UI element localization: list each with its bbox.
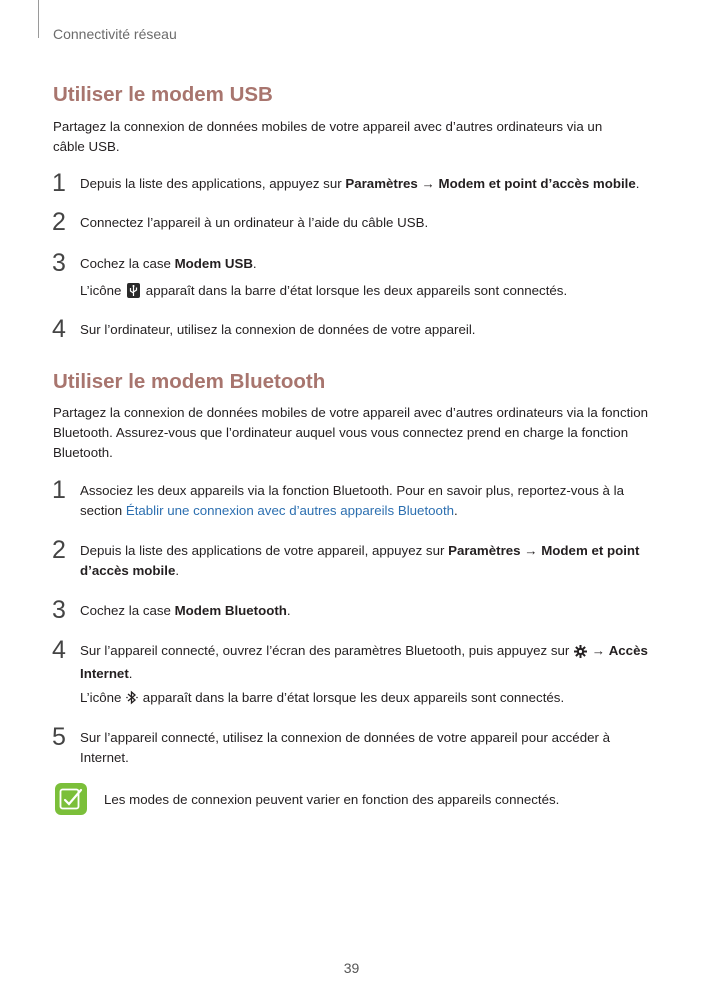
section-title-usb: Utiliser le modem USB: [53, 83, 273, 106]
bt-step-2-number: 2: [52, 536, 66, 564]
bluetooth-intro: Partagez la connexion de données mobiles de votre appareil avec d’autres ordinateurs via la fonction Bluetooth. Assurez-vous que l’ordinateur auquel vous vous connectez prend en charge la fonction Bluetooth.: [53, 405, 649, 460]
bt-step-4-text: Sur l’appareil connecté, ouvrez l’écran des paramètres Bluetooth, puis appuyez sur → Accès Internet.: [80, 643, 648, 681]
bt-step-1-number: 1: [52, 476, 66, 504]
bt-step-3-text: Cochez la case Modem Bluetooth.: [80, 603, 291, 618]
page-number: 39: [343, 960, 360, 976]
usb-step-4-text: Sur l’ordinateur, utilisez la connexion de données de votre appareil.: [80, 322, 476, 337]
usb-step-1-number: 1: [52, 169, 66, 197]
header-title: Connectivité réseau: [53, 26, 177, 42]
usb-step-2-number: 2: [52, 208, 66, 236]
usb-step-3-number: 3: [52, 249, 66, 277]
bluetooth-connection-link[interactable]: Établir une connexion avec d’autres appareils Bluetooth: [125, 503, 455, 518]
bt-step-2-text: Depuis la liste des applications de votre appareil, appuyez sur Paramètres → Modem et point d’accès mobile.: [80, 543, 640, 578]
note-icon: [55, 783, 87, 815]
usb-tethering-icon: [127, 283, 140, 298]
usb-step-3-text: Cochez la case Modem USB.: [80, 256, 257, 271]
gear-icon: [574, 644, 587, 664]
bt-step-3-number: 3: [52, 596, 66, 624]
bt-step-4-number: 4: [52, 636, 66, 664]
usb-step-3-subtext: L’icône apparaît dans la barre d’état lorsque les deux appareils sont connectés.: [80, 283, 568, 298]
bluetooth-tethering-icon: [126, 690, 138, 711]
bt-step-5-text: Sur l’appareil connecté, utilisez la connexion de données de votre appareil pour accéder à Internet.: [80, 730, 610, 765]
bt-step-1-text: Associez les deux appareils via la fonction Bluetooth. Pour en savoir plus, reportez-vous à la section Établir une connexion avec d’autres appareils Bluetooth.: [80, 483, 624, 518]
usb-step-1-text: Depuis la liste des applications, appuyez sur Paramètres → Modem et point d’accès mobile.: [80, 176, 640, 191]
usb-step-2-text: Connectez l’appareil à un ordinateur à l’aide du câble USB.: [80, 215, 429, 230]
header-rule: [38, 0, 39, 38]
usb-step-4-number: 4: [52, 315, 66, 343]
bt-step-5-number: 5: [52, 723, 66, 751]
usb-intro: Partagez la connexion de données mobiles de votre appareil avec d’autres ordinateurs via un câble USB.: [53, 119, 603, 154]
note-text: Les modes de connexion peuvent varier en fonction des appareils connectés.: [104, 792, 560, 807]
section-title-bluetooth: Utiliser le modem Bluetooth: [53, 370, 326, 393]
bt-step-4-subtext: L’icône apparaît dans la barre d’état lorsque les deux appareils sont connectés.: [80, 688, 660, 711]
